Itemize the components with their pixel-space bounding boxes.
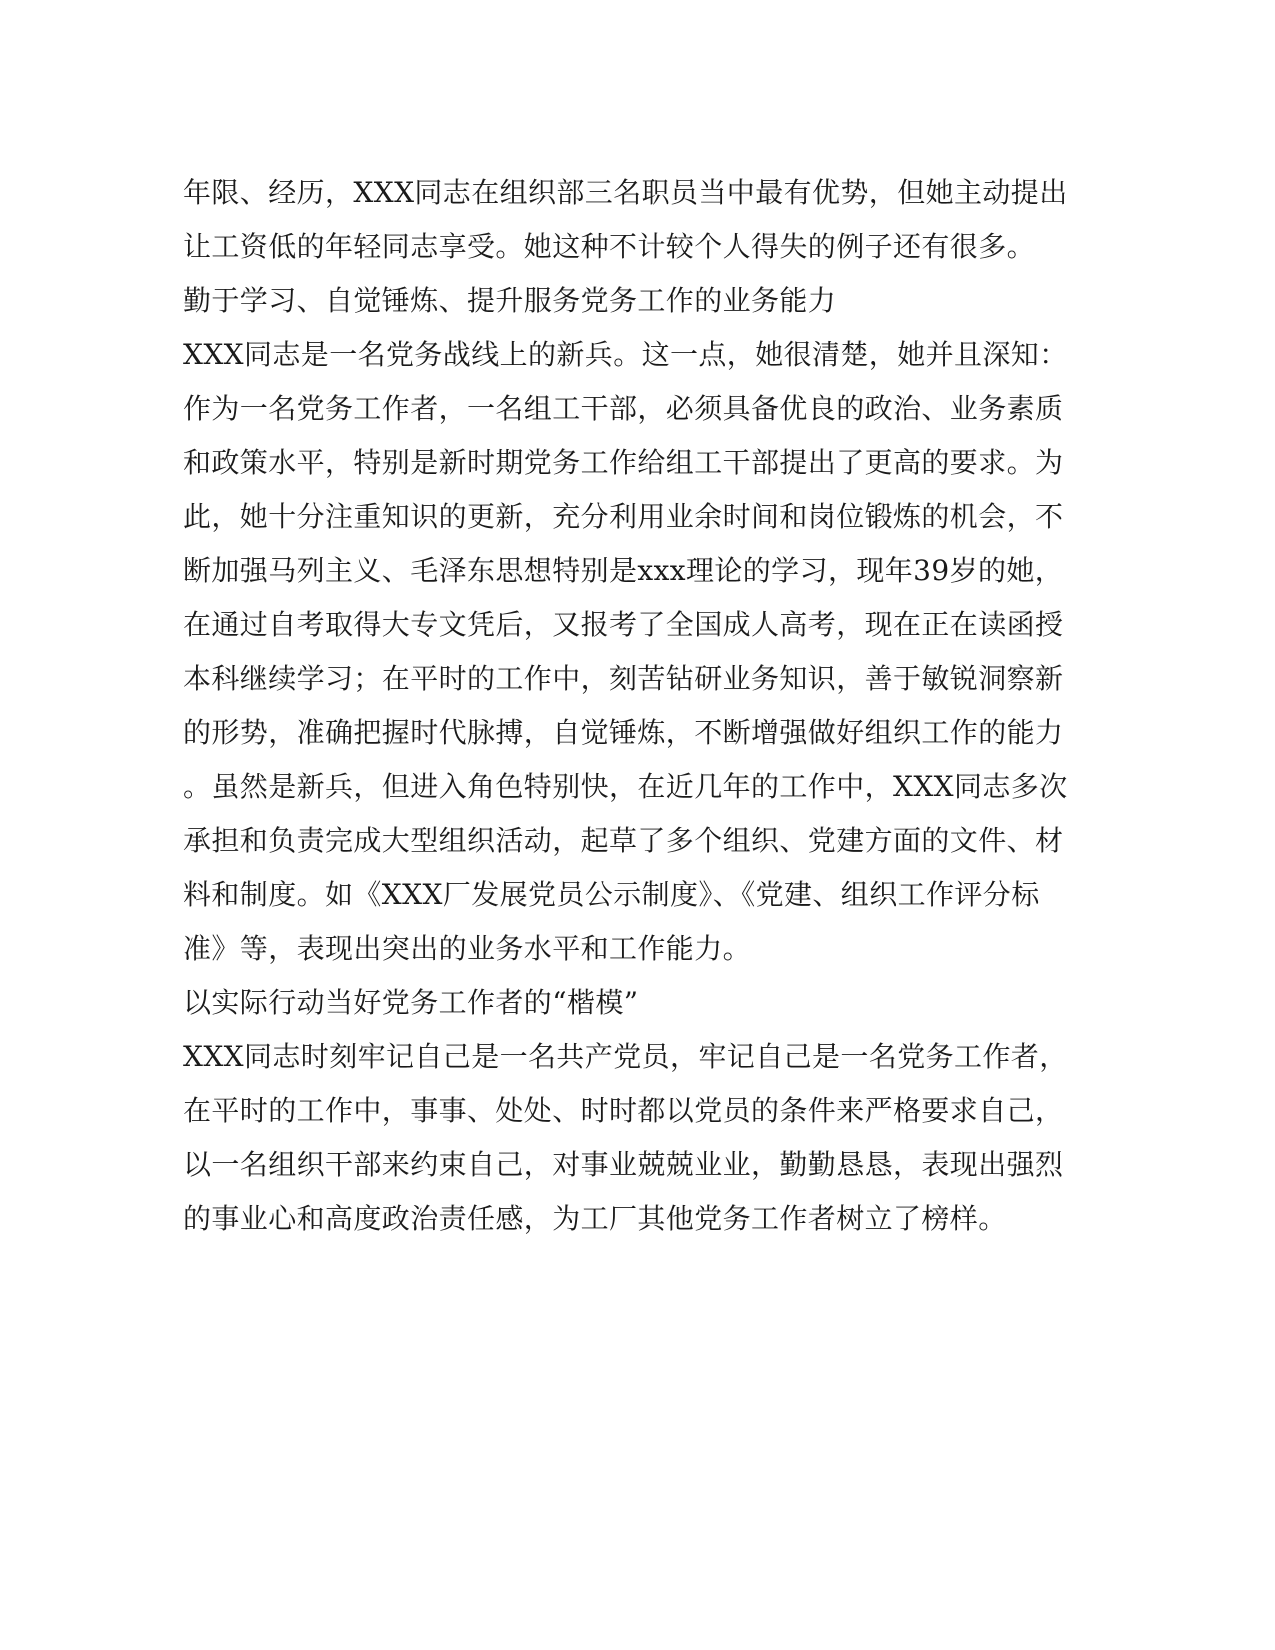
text-line: 。虽然是新兵，但进入角色特别快，在近几年的工作中，XXX同志多次: [183, 770, 1068, 803]
text-line: 的事业心和高度政治责任感，为工厂其他党务工作者树立了榜样。: [183, 1202, 1007, 1235]
text-line: XXX同志时刻牢记自己是一名共产党员，牢记自己是一名党务工作者，: [183, 1040, 1068, 1073]
section-heading: 以实际行动当好党务工作者的“楷模”: [183, 986, 639, 1019]
text-line: 年限、经历，XXX同志在组织部三名职员当中最有优势，但她主动提出: [183, 176, 1068, 209]
text-line: 此，她十分注重知识的更新，充分利用业余时间和岗位锻炼的机会，不: [183, 500, 1064, 533]
section-heading: 勤于学习、自觉锤炼、提升服务党务工作的业务能力: [183, 284, 837, 317]
text-line: 承担和负责完成大型组织活动，起草了多个组织、党建方面的文件、材: [183, 824, 1064, 857]
text-line: 作为一名党务工作者，一名组工干部，必须具备优良的政治、业务素质: [183, 392, 1064, 425]
text-line: 断加强马列主义、毛泽东思想特别是xxx理论的学习，现年39岁的她，: [183, 554, 1064, 587]
text-line: 准》等，表现出突出的业务水平和工作能力。: [183, 932, 752, 965]
text-line: 在平时的工作中，事事、处处、时时都以党员的条件来严格要求自己，: [183, 1094, 1064, 1127]
text-line: 料和制度。如《XXX厂发展党员公示制度》、《党建、组织工作评分标: [183, 878, 1040, 911]
text-line: XXX同志是一名党务战线上的新兵。这一点，她很清楚，她并且深知：: [183, 338, 1068, 371]
text-line: 本科继续学习；在平时的工作中，刻苦钻研业务知识，善于敏锐洞察新: [183, 662, 1064, 695]
text-line: 以一名组织干部来约束自己，对事业兢兢业业，勤勤恳恳，表现出强烈: [183, 1148, 1064, 1181]
text-line: 和政策水平，特别是新时期党务工作给组工干部提出了更高的要求。为: [183, 446, 1064, 479]
text-line: 的形势，准确把握时代脉搏，自觉锤炼，不断增强做好组织工作的能力: [183, 716, 1064, 749]
text-line: 让工资低的年轻同志享受。她这种不计较个人得失的例子还有很多。: [183, 230, 1036, 263]
body-text: [183, 166, 1093, 1246]
text-line: 在通过自考取得大专文凭后，又报考了全国成人高考，现在正在读函授: [183, 608, 1064, 641]
